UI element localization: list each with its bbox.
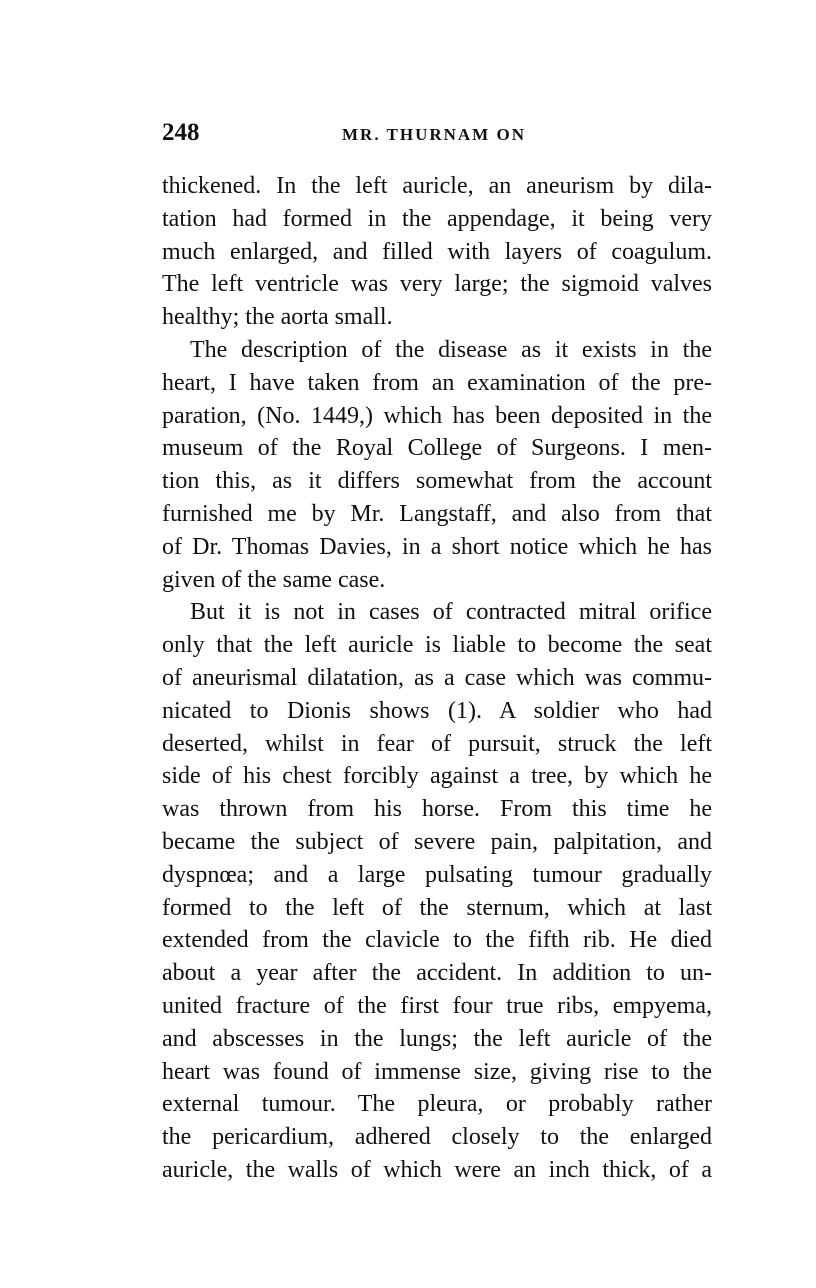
text-line: tion this, as it differs somewhat from the account [162, 468, 712, 495]
text-line: became the subject of severe pain, palpitation, and [162, 828, 712, 855]
text-line: of Dr. Thomas Davies, in a short notice which he has [162, 533, 712, 560]
text-line: heart was found of immense size, giving rise to the [162, 1058, 712, 1085]
text-line: heart, I have taken from an examination of the pre- [162, 369, 712, 396]
text-line: extended from the clavicle to the fifth rib. He died [162, 927, 712, 954]
page-header [162, 118, 712, 152]
text-line: was thrown from his horse. From this time he [162, 796, 712, 823]
text-line: and abscesses in the lungs; the left auricle of the [162, 1025, 712, 1052]
text-line: thickened. In the left auricle, an aneurism by dila- [162, 173, 712, 199]
text-line: formed to the left of the sternum, which at last [162, 894, 712, 921]
text-line: external tumour. The pleura, or probably rather [162, 1091, 712, 1118]
body-text [162, 170, 712, 1187]
text-line: about a year after the accident. In addition to un- [162, 960, 712, 987]
running-head: MR. THURNAM ON [342, 125, 526, 144]
text-line: But it is not in cases of contracted mitral orifice [190, 599, 712, 626]
text-line: paration, (No. 1449,) which has been deposited in the [162, 402, 712, 429]
text-line: healthy; the aorta small. [162, 304, 393, 331]
text-line: much enlarged, and filled with layers of coagulum. [162, 238, 712, 265]
text-line: auricle, the walls of which were an inch thick, of a [162, 1156, 712, 1183]
text-line: museum of the Royal College of Surgeons. I men- [162, 435, 712, 462]
text-line: of aneurismal dilatation, as a case which was commu- [162, 664, 712, 691]
text-line: nicated to Dionis shows (1). A soldier who had [162, 697, 712, 724]
page-number: 248 [162, 119, 200, 146]
text-line: deserted, whilst in fear of pursuit, struck the left [162, 730, 712, 757]
text-line: dyspnœa; and a large pulsating tumour gradually [162, 861, 712, 888]
text-line: the pericardium, adhered closely to the enlarged [162, 1124, 712, 1151]
text-line: side of his chest forcibly against a tree, by which he [162, 763, 712, 790]
text-line: furnished me by Mr. Langstaff, and also from that [162, 500, 712, 527]
text-line: united fracture of the first four true ribs, empyema, [162, 992, 712, 1019]
text-line: only that the left auricle is liable to become the seat [162, 632, 712, 659]
text-line: The description of the disease as it exists in the [190, 336, 712, 363]
text-line: tation had formed in the appendage, it being very [162, 205, 712, 232]
text-line: The left ventricle was very large; the sigmoid valves [162, 271, 712, 298]
text-line: given of the same case. [162, 566, 386, 593]
